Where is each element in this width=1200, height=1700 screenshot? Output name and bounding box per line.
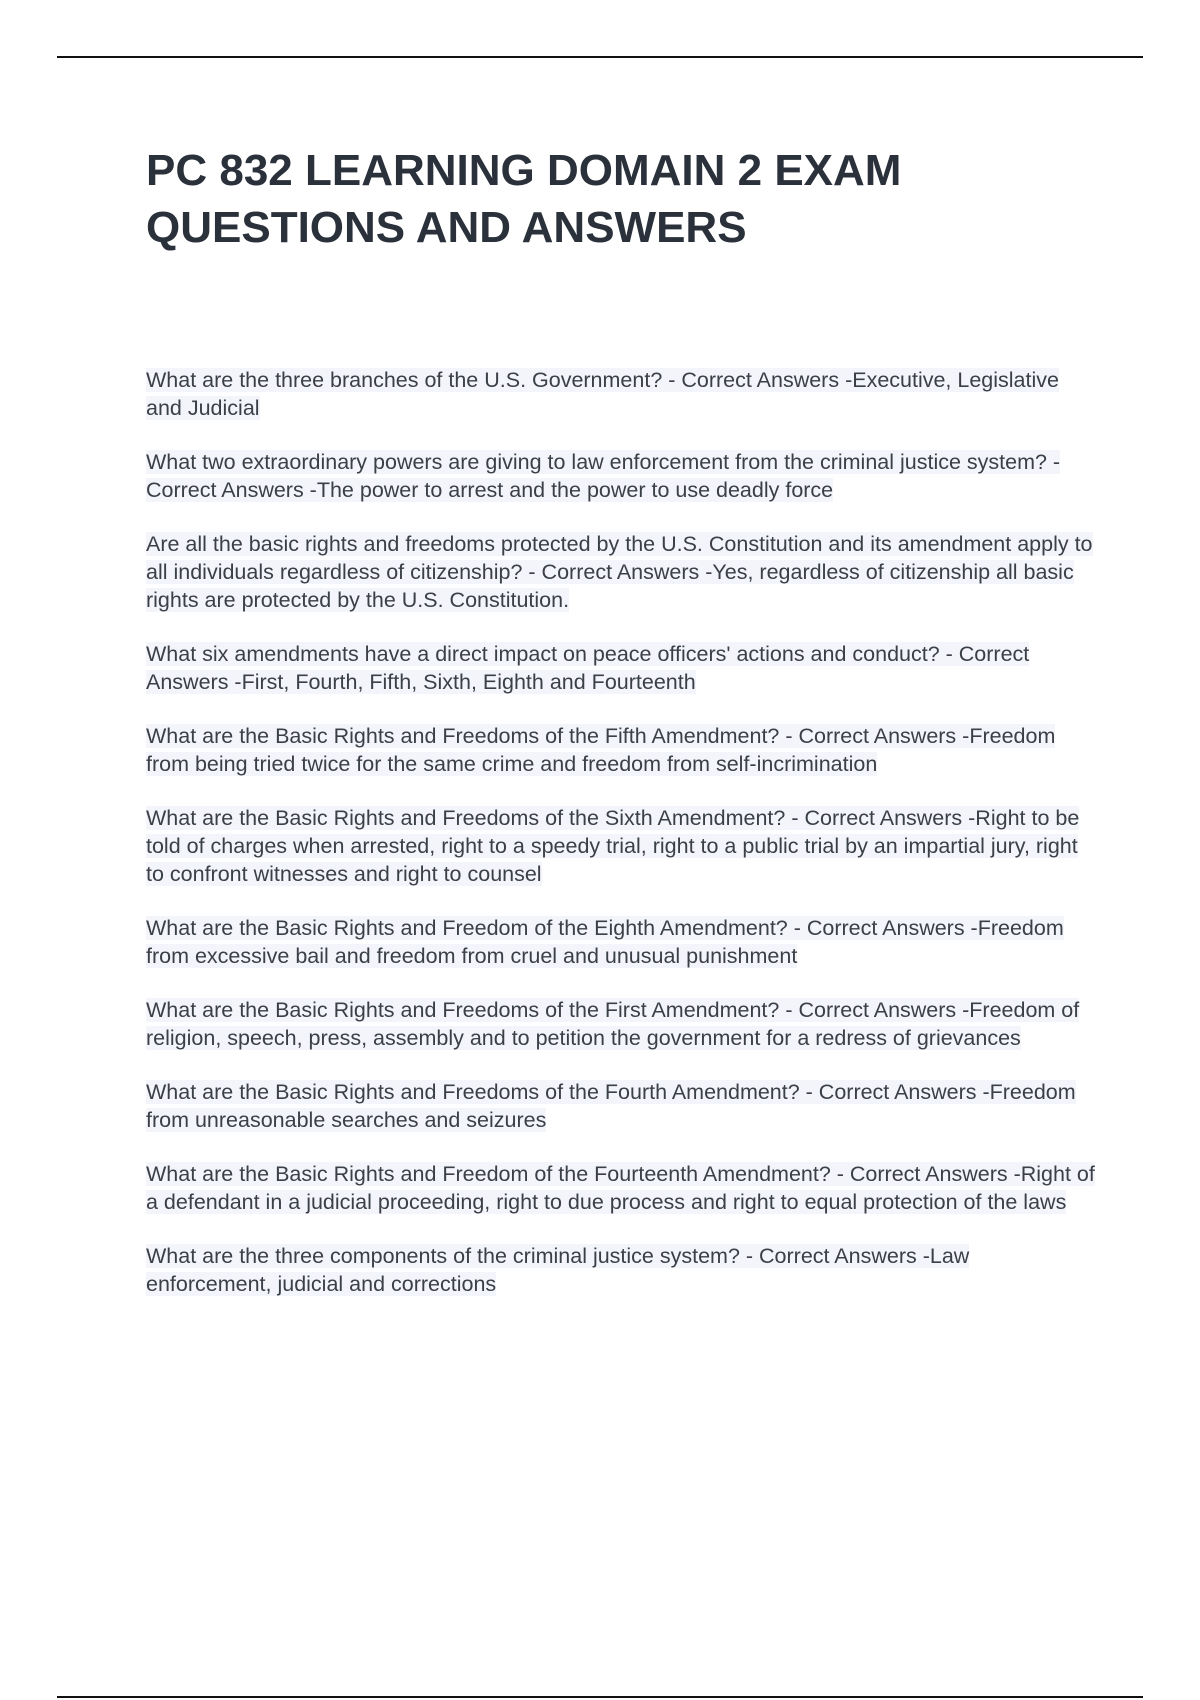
- qa-item: [146, 448, 1096, 504]
- qa-item: [146, 914, 1096, 970]
- qa-text: What are the Basic Rights and Freedoms of the First Amendment? - Correct Answers -Freedom of religion, speech, press, assembly and to petition the government for a redress of grievances: [146, 998, 1080, 1050]
- qa-text: What two extraordinary powers are giving to law enforcement from the criminal justice system? - Correct Answers -The power to arrest and the power to use deadly force: [146, 450, 1061, 502]
- qa-item: [146, 366, 1096, 422]
- qa-item: [146, 1160, 1096, 1216]
- qa-text: What are the Basic Rights and Freedoms of the Sixth Amendment? - Correct Answers -Right to be told of charges when arrested, right to a speedy trial, right to a public trial by an impartial jury, right to confront witnesses and right to counsel: [146, 806, 1080, 886]
- qa-item: [146, 1242, 1096, 1298]
- qa-text: What are the Basic Rights and Freedoms of the Fourth Amendment? - Correct Answers -Freedom from unreasonable searches and seizures: [146, 1080, 1076, 1132]
- qa-text: What are the three components of the criminal justice system? - Correct Answers -Law enforcement, judicial and corrections: [146, 1244, 970, 1296]
- qa-item: [146, 640, 1096, 696]
- qa-item: [146, 804, 1096, 888]
- qa-text: What are the three branches of the U.S. Government? - Correct Answers -Executive, Legislative and Judicial: [146, 368, 1059, 420]
- qa-text: What are the Basic Rights and Freedom of the Eighth Amendment? - Correct Answers -Freedom from excessive bail and freedom from cruel and unusual punishment: [146, 916, 1064, 968]
- top-rule: [57, 56, 1143, 58]
- qa-text: What six amendments have a direct impact on peace officers' actions and conduct? - Correct Answers -First, Fourth, Fifth, Sixth, Eighth and Fourteenth: [146, 642, 1030, 694]
- bottom-rule: [57, 1696, 1143, 1698]
- qa-text: Are all the basic rights and freedoms protected by the U.S. Constitution and its amendment apply to all individuals regardless of citizenship? - Correct Answers -Yes, regardless of citizenship all basic rights are protected by the U.S. Constitution.: [146, 532, 1093, 612]
- qa-text: What are the Basic Rights and Freedoms of the Fifth Amendment? - Correct Answers -Freedom from being tried twice for the same crime and freedom from self-incrimination: [146, 724, 1056, 776]
- qa-item: [146, 996, 1096, 1052]
- qa-list: [146, 366, 1096, 1324]
- qa-item: [146, 722, 1096, 778]
- document-title: PC 832 LEARNING DOMAIN 2 EXAM QUESTIONS AND ANSWERS: [146, 146, 902, 252]
- qa-item: [146, 530, 1096, 614]
- qa-text: What are the Basic Rights and Freedom of the Fourteenth Amendment? - Correct Answers -Right of a defendant in a judicial proceeding, right to due process and right to equal protection of the laws: [146, 1162, 1095, 1214]
- qa-item: [146, 1078, 1096, 1134]
